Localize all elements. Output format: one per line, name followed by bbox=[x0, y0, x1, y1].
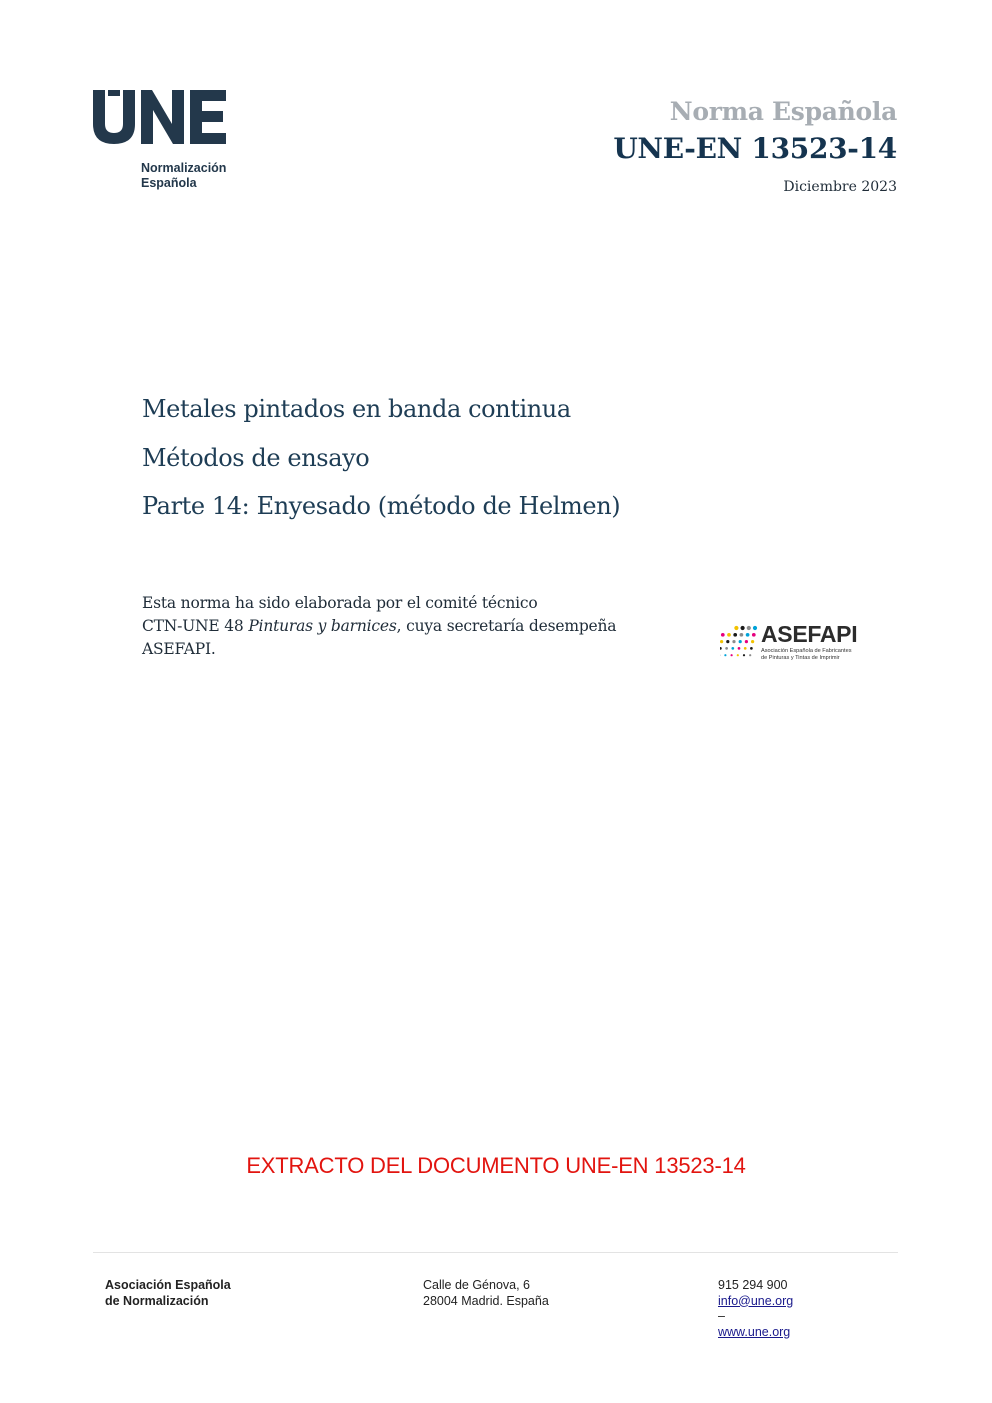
footer-org-line2: de Normalización bbox=[105, 1293, 209, 1308]
footer-website-link[interactable]: www.une.org bbox=[718, 1324, 791, 1339]
asefapi-dot bbox=[741, 626, 745, 630]
une-logo-mark bbox=[93, 90, 227, 144]
asefapi-dot bbox=[725, 647, 728, 650]
asefapi-dot bbox=[731, 654, 733, 656]
standard-date: Diciembre 2023 bbox=[783, 179, 897, 195]
committee-statement bbox=[142, 592, 672, 661]
asefapi-dot bbox=[720, 640, 723, 643]
asefapi-dot bbox=[727, 633, 731, 637]
asefapi-dot bbox=[739, 640, 742, 643]
committee-line-2 bbox=[142, 615, 672, 638]
asefapi-dot bbox=[745, 640, 748, 643]
footer-contact bbox=[718, 1278, 793, 1340]
asefapi-dot bbox=[740, 633, 744, 637]
title-line-3: Parte 14: Enyesado (método de Helmen) bbox=[142, 492, 621, 520]
une-logo-subtitle bbox=[141, 161, 226, 191]
asefapi-dot bbox=[743, 654, 745, 656]
footer-email-link[interactable]: info@une.org bbox=[718, 1293, 794, 1308]
asefapi-name: ASEFAPI bbox=[761, 621, 858, 647]
footer-address bbox=[423, 1278, 549, 1309]
extract-notice: EXTRACTO DEL DOCUMENTO UNE-EN 13523-14 bbox=[246, 1153, 746, 1178]
asefapi-dot bbox=[752, 633, 756, 637]
footer-links bbox=[718, 1294, 793, 1341]
asefapi-tagline-line2: de Pinturas y Tintas de Imprimir bbox=[761, 654, 840, 661]
footer-organization bbox=[105, 1278, 231, 1309]
committee-line-1: Esta norma ha sido elaborada por el comité técnico bbox=[142, 594, 538, 612]
logo-subtitle-line2: Española bbox=[141, 176, 197, 190]
une-logo bbox=[93, 90, 243, 200]
asefapi-dot bbox=[732, 640, 735, 643]
asefapi-tagline-line1: Asociación Española de Fabricantes bbox=[761, 648, 852, 654]
une-wordmark-icon bbox=[93, 90, 227, 144]
footer-link-separator: – bbox=[718, 1309, 725, 1323]
title-line-1: Metales pintados en banda continua bbox=[142, 395, 571, 423]
asefapi-dot bbox=[731, 647, 734, 650]
asefapi-dot bbox=[737, 654, 739, 656]
footer-address-line1: Calle de Génova, 6 bbox=[423, 1278, 531, 1292]
standard-label: Norma Española bbox=[669, 97, 897, 126]
committee-code: CTN-UNE 48 bbox=[142, 617, 249, 635]
asefapi-dot bbox=[753, 626, 757, 630]
asefapi-dot bbox=[747, 626, 751, 630]
asefapi-dot bbox=[720, 647, 722, 650]
asefapi-dots-icon bbox=[720, 624, 760, 660]
title-line-2: Métodos de ensayo bbox=[142, 443, 370, 472]
asefapi-dot bbox=[749, 654, 751, 656]
asefapi-dot bbox=[751, 640, 754, 643]
logo-subtitle-line1: Normalización bbox=[141, 161, 227, 175]
footer-divider bbox=[93, 1252, 898, 1253]
committee-name: Pinturas y barnices bbox=[248, 617, 397, 635]
asefapi-dot bbox=[738, 647, 741, 650]
asefapi-dot bbox=[750, 647, 753, 650]
asefapi-dot bbox=[733, 633, 737, 637]
asefapi-dot bbox=[721, 633, 725, 637]
committee-line-3: ASEFAPI. bbox=[142, 640, 216, 658]
standard-header bbox=[613, 96, 897, 197]
asefapi-dot bbox=[726, 640, 729, 643]
asefapi-logo bbox=[720, 620, 870, 664]
asefapi-dot bbox=[744, 647, 747, 650]
standard-code: UNE-EN 13523-14 bbox=[613, 132, 897, 165]
asefapi-dot bbox=[734, 626, 738, 630]
footer-phone: 915 294 900 bbox=[718, 1278, 788, 1292]
committee-line-2-suffix: , cuya secretaría desempeña bbox=[396, 617, 617, 635]
footer-org-line1: Asociación Española bbox=[105, 1278, 231, 1292]
asefapi-dot bbox=[724, 654, 726, 656]
footer-address-line2: 28004 Madrid. España bbox=[423, 1293, 549, 1308]
asefapi-dot bbox=[746, 633, 750, 637]
asefapi-tagline bbox=[761, 648, 852, 661]
document-titles bbox=[142, 385, 620, 531]
